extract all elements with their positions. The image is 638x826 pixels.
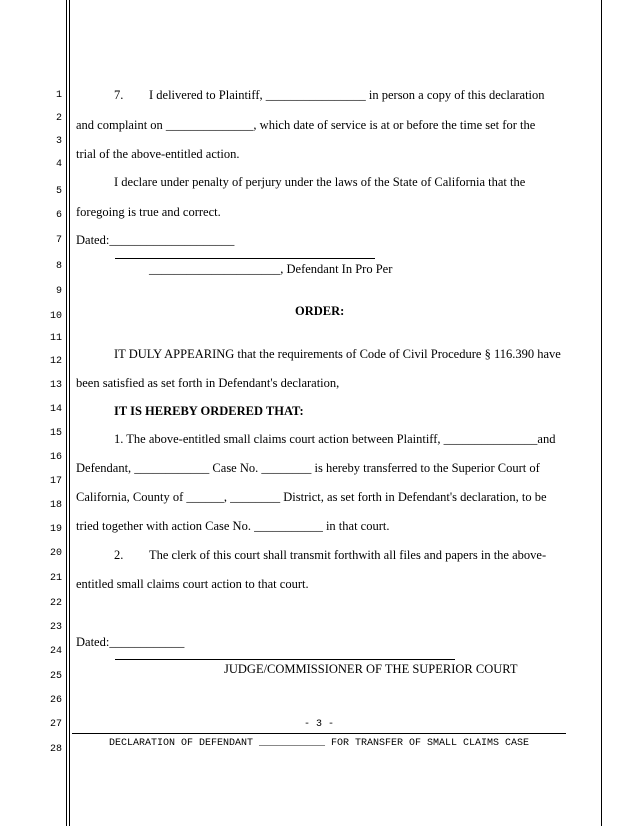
- footer-title: DECLARATION OF DEFENDANT ___________ FOR TRANSFER OF SMALL CLAIMS CASE: [108, 738, 530, 749]
- line-number: 11: [49, 333, 62, 344]
- ordered-heading: IT IS HEREBY ORDERED THAT:: [114, 404, 304, 418]
- order-item-1-line-1: 1. The above-entitled small claims court action between Plaintiff, _______________and: [114, 432, 556, 446]
- line-number: 21: [49, 573, 62, 584]
- line-number: 27: [49, 719, 62, 730]
- defendant-signature-label: _____________________, Defendant In Pro Per: [149, 262, 393, 276]
- left-margin-rule-inner: [69, 0, 70, 826]
- line-number: 24: [49, 646, 62, 657]
- line-number: 15: [49, 428, 62, 439]
- page-number: - 3 -: [303, 719, 334, 730]
- line-number: 22: [49, 598, 62, 609]
- order-item-1-line-2: Defendant, ____________ Case No. ________ is hereby transferred to the Superior Court of: [76, 461, 540, 475]
- paragraph-7-line-1: I delivered to Plaintiff, ________________ in person a copy of this declaration: [149, 88, 545, 102]
- perjury-line-2: foregoing is true and correct.: [76, 205, 221, 219]
- line-number: 18: [49, 500, 62, 511]
- order-item-2-line-1: The clerk of this court shall transmit forthwith all files and papers in the above-: [149, 548, 547, 562]
- line-number: 16: [49, 452, 62, 463]
- appearing-line-2: been satisfied as set forth in Defendant's declaration,: [76, 376, 340, 390]
- judge-signature-label: JUDGE/COMMISSIONER OF THE SUPERIOR COURT: [224, 662, 518, 676]
- appearing-line-1: IT DULY APPEARING that the requirements of Code of Civil Procedure § 116.390 have: [114, 347, 561, 361]
- perjury-line-1: I declare under penalty of perjury under the laws of the State of California that the: [114, 175, 526, 189]
- line-number: 20: [49, 548, 62, 559]
- line-number: 19: [49, 524, 62, 535]
- line-number: 7: [55, 235, 62, 246]
- line-number: 14: [49, 404, 62, 415]
- order-item-2-line-2: entitled small claims court action to that court.: [76, 577, 309, 591]
- line-number: 12: [49, 356, 62, 367]
- paragraph-number: 7.: [114, 88, 124, 102]
- line-number: 3: [55, 136, 62, 147]
- line-number: 8: [55, 261, 62, 272]
- line-number: 1: [55, 90, 62, 101]
- line-number: 13: [49, 380, 62, 391]
- order-heading: ORDER:: [295, 304, 345, 318]
- line-number: 23: [49, 622, 62, 633]
- line-number: 2: [55, 113, 62, 124]
- line-number: 9: [55, 286, 62, 297]
- line-number: 25: [49, 671, 62, 682]
- line-number: 26: [49, 695, 62, 706]
- line-number: 10: [49, 311, 62, 322]
- left-margin-rule-outer: [66, 0, 67, 826]
- right-margin-rule: [601, 0, 602, 826]
- order-item-1-line-4: tried together with action Case No. ___________ in that court.: [76, 519, 390, 533]
- declaration-dated: Dated:____________________: [76, 233, 235, 247]
- line-number: 5: [55, 186, 62, 197]
- judge-signature-line: [115, 659, 455, 660]
- line-number: 28: [49, 744, 62, 755]
- order-item-2-number: 2.: [114, 548, 124, 562]
- signature-line: [115, 258, 375, 259]
- paragraph-7-line-2: and complaint on ______________, which date of service is at or before the time set for the: [76, 118, 536, 132]
- order-item-1-line-3: California, County of ______, ________ District, as set forth in Defendant's declaration, to be: [76, 490, 547, 504]
- line-number: 4: [55, 159, 62, 170]
- paragraph-7-line-3: trial of the above-entitled action.: [76, 147, 240, 161]
- order-dated: Dated:____________: [76, 635, 185, 649]
- line-number: 17: [49, 476, 62, 487]
- line-number: 6: [55, 210, 62, 221]
- footer-rule: [72, 733, 566, 734]
